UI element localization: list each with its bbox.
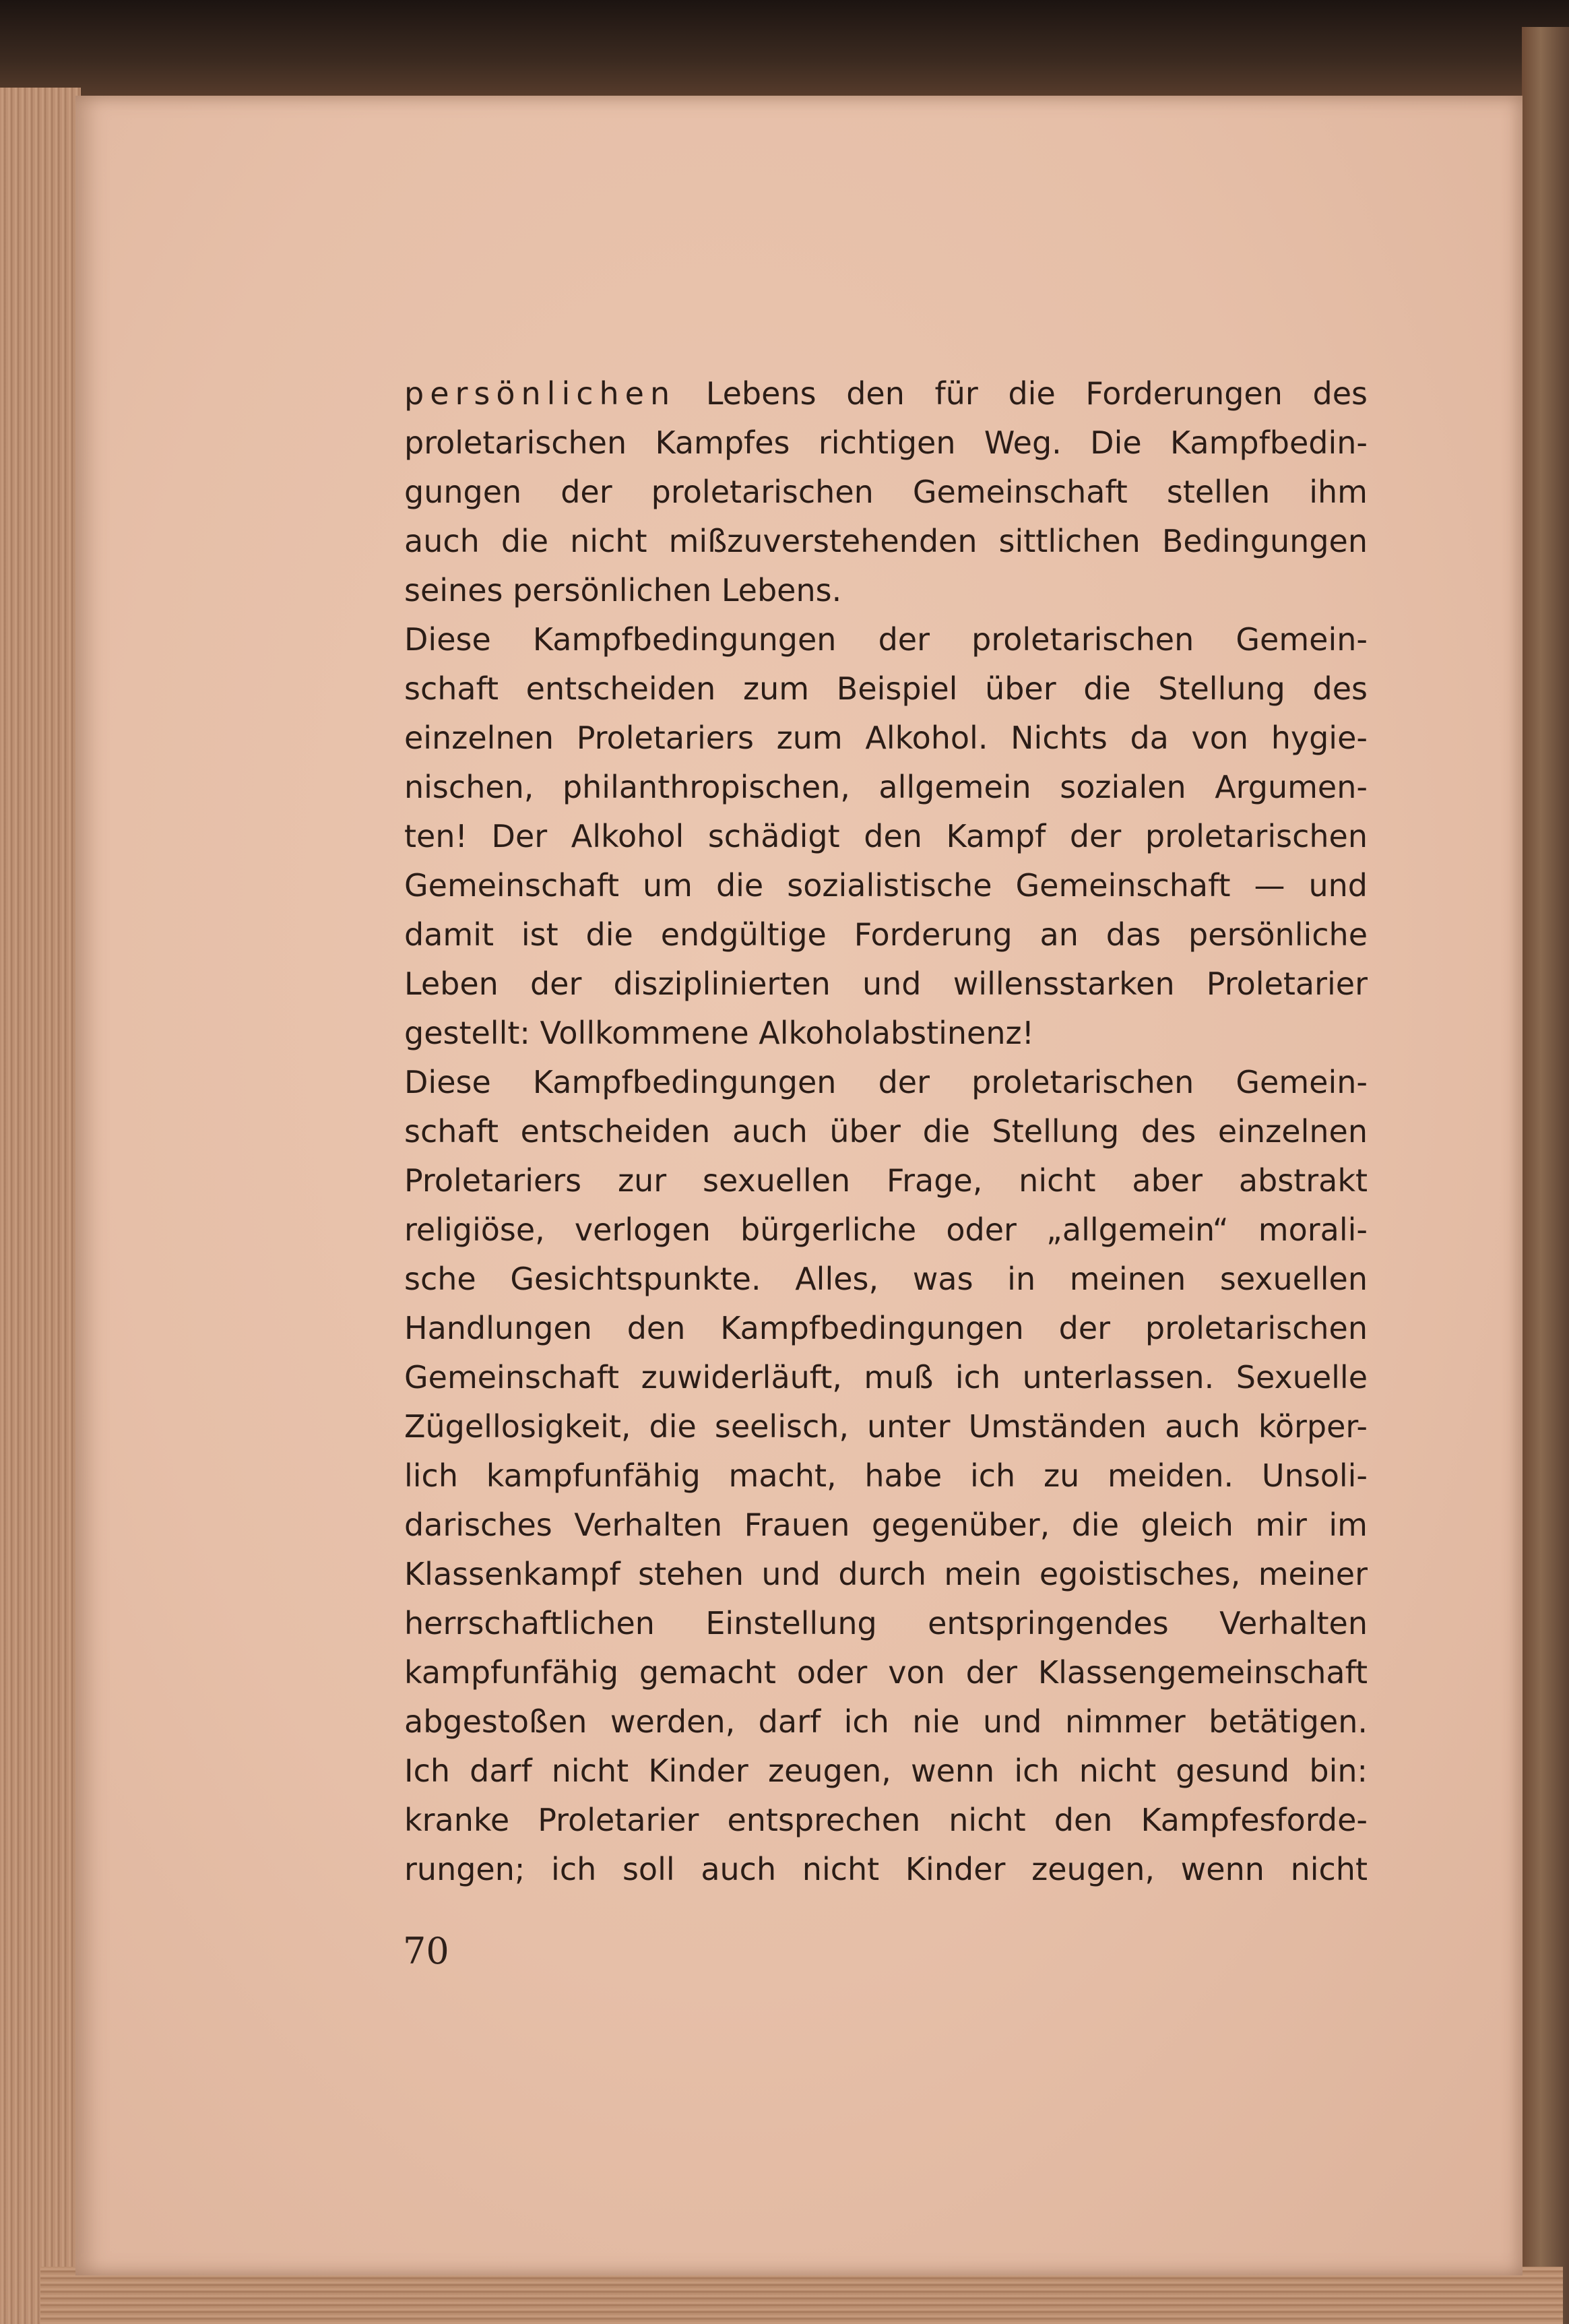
text-line: Diese Kampfbedingungen der proletarischen Gemein-: [404, 621, 1368, 658]
text-line: Proletariers zur sexuellen Frage, nicht aber abstrakt: [404, 1162, 1368, 1199]
page-number: 70: [403, 1930, 449, 1972]
text-line: kampfunfähig gemacht oder von der Klassengemeinschaft: [404, 1654, 1368, 1691]
page-stack-left: [0, 88, 81, 2324]
text-line: ten! Der Alkohol schädigt den Kampf der proletarischen: [404, 818, 1368, 854]
text-line: Klassenkampf stehen und durch mein egoistisches, meiner: [404, 1556, 1368, 1592]
text-line: einzelnen Proletariers zum Alkohol. Nichts da von hygie-: [404, 720, 1368, 756]
text-line: Gemeinschaft um die sozialistische Gemeinschaft — und: [404, 867, 1368, 904]
text-line: Gemeinschaft zuwiderläuft, muß ich unterlassen. Sexuelle: [404, 1359, 1368, 1395]
text-line: lich kampfunfähig macht, habe ich zu meiden. Unsoli-: [404, 1457, 1368, 1494]
text-line: damit ist die endgültige Forderung an das persönliche: [404, 916, 1368, 953]
text-line: abgestoßen werden, darf ich nie und nimmer betätigen.: [404, 1703, 1368, 1740]
text-line: gungen der proletarischen Gemeinschaft stellen ihm: [404, 474, 1368, 510]
text-line: sche Gesichtspunkte. Alles, was in meinen sexuellen: [404, 1261, 1368, 1297]
text-line-rest: Lebens den für die Forderungen des: [705, 375, 1368, 412]
text-line: Leben der disziplinierten und willensstarken Proletarier: [404, 966, 1368, 1002]
text-line: gestellt: Vollkommene Alkoholabstinenz!: [404, 1015, 1035, 1051]
body-text: [404, 369, 1368, 1894]
text-line: Handlungen den Kampfbedingungen der proletarischen: [404, 1310, 1368, 1346]
text-line: Ich darf nicht Kinder zeugen, wenn ich nicht gesund bin:: [404, 1753, 1368, 1789]
text-line: kranke Proletarier entsprechen nicht den Kampfesforde-: [404, 1802, 1368, 1838]
text-line: [404, 369, 1368, 418]
text-line: Zügellosigkeit, die seelisch, unter Umständen auch körper-: [404, 1408, 1368, 1445]
text-line: schaft entscheiden zum Beispiel über die Stellung des: [404, 670, 1368, 707]
text-line: religiöse, verlogen bürgerliche oder „allgemein“ morali-: [404, 1212, 1368, 1248]
text-line: schaft entscheiden auch über die Stellung des einzelnen: [404, 1113, 1368, 1150]
text-line: herrschaftlichen Einstellung entspringendes Verhalten: [404, 1605, 1368, 1641]
book-cover-edge: [1522, 27, 1569, 2324]
book-top-edge: [0, 0, 1569, 101]
text-line: rungen; ich soll auch nicht Kinder zeugen, wenn nicht: [404, 1851, 1368, 1887]
text-line: darisches Verhalten Frauen gegenüber, die gleich mir im: [404, 1507, 1368, 1543]
text-line: proletarischen Kampfes richtigen Weg. Die Kampfbedin-: [404, 425, 1368, 461]
spaced-emphasis-word: persönlichen: [404, 375, 676, 412]
text-line: nischen, philanthropischen, allgemein sozialen Argumen-: [404, 769, 1368, 805]
text-line: auch die nicht mißzuverstehenden sittlichen Bedingungen: [404, 523, 1368, 559]
text-line: Diese Kampfbedingungen der proletarischen Gemein-: [404, 1064, 1368, 1100]
text-line: seines persönlichen Lebens.: [404, 572, 842, 608]
